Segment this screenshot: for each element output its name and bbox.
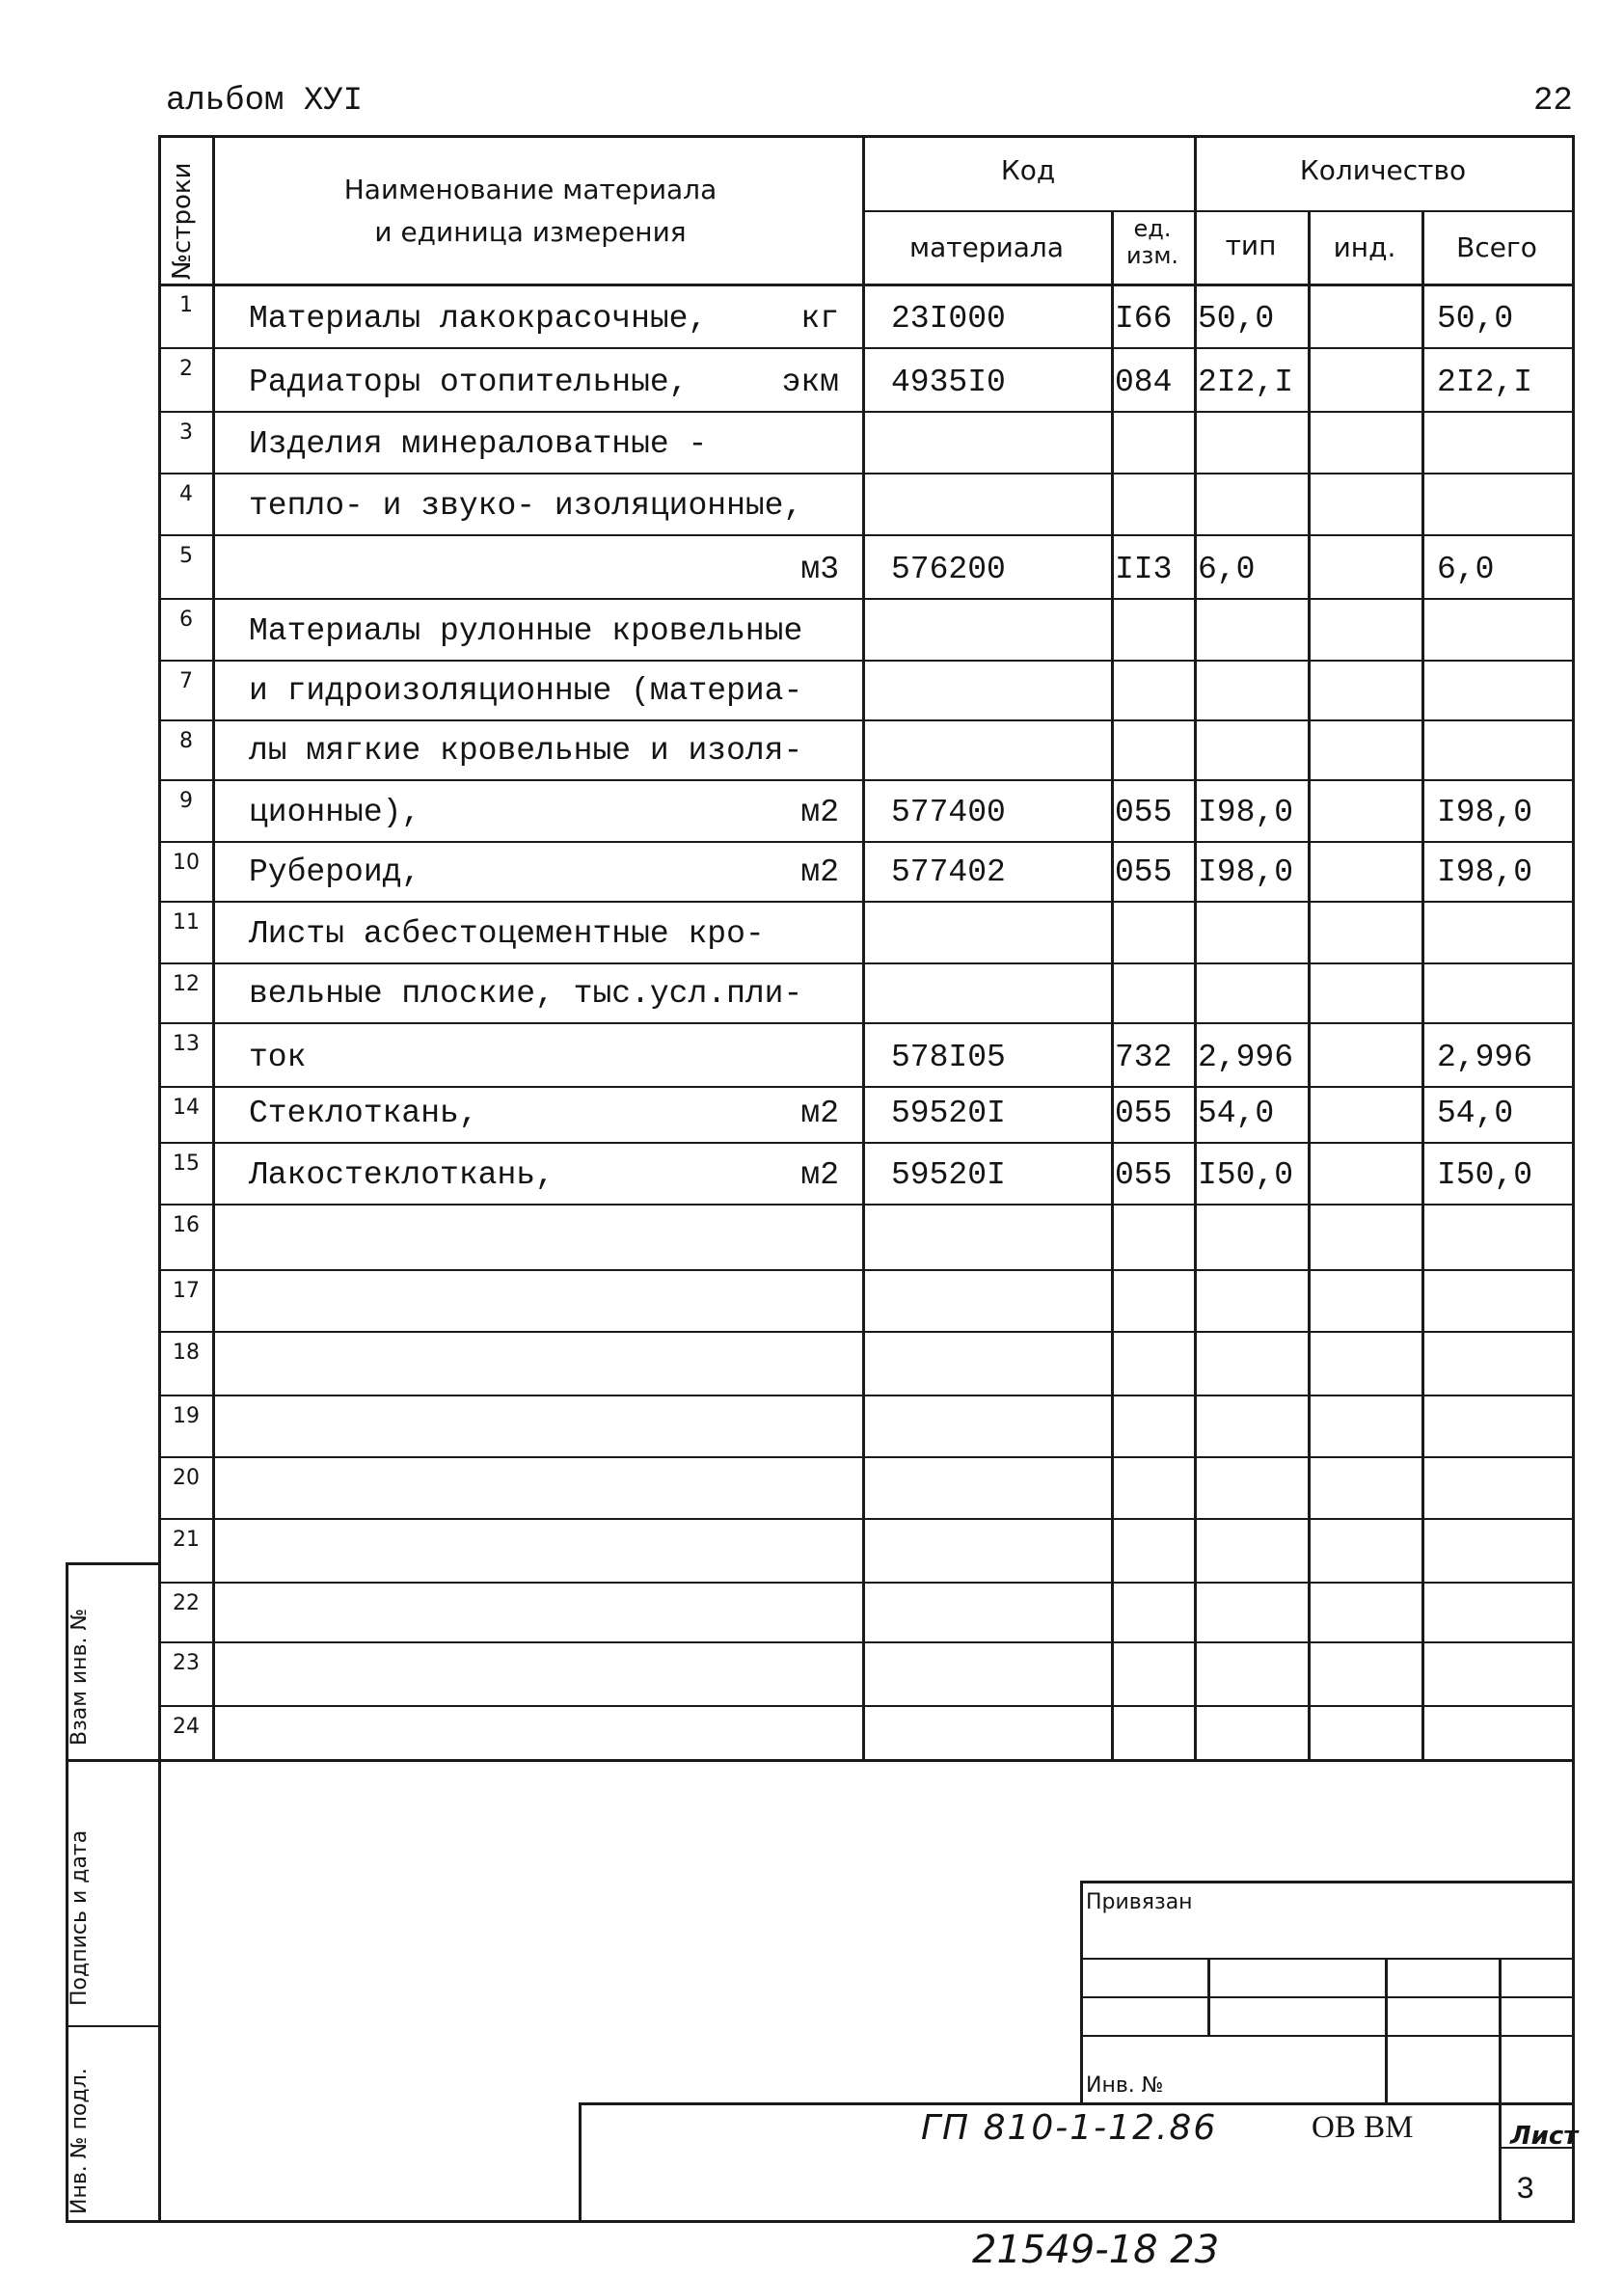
row-number: 16 [173,1213,200,1237]
row-number: 11 [173,910,200,935]
table-line [66,2220,1575,2223]
row-separator [158,1331,1575,1333]
quantity-total: 50,0 [1437,301,1514,337]
material-name: ционные), [249,795,421,830]
row-separator [158,1395,1575,1396]
material-name: Рубероид, [249,854,421,890]
sheet-label: Лист [1510,2122,1579,2151]
material-unit: м3 [800,552,839,587]
material-unit: м2 [800,1157,839,1193]
row-separator [158,962,1575,964]
row-separator [158,1641,1575,1643]
table-line [862,135,865,1759]
sheet-number: 3 [1516,2172,1535,2208]
row-number: 1 [179,293,193,317]
quantity-type: 50,0 [1198,301,1275,337]
quantity-type: 2,996 [1198,1040,1294,1075]
row-number: 18 [173,1341,200,1365]
table-line [1421,210,1424,1759]
header-qty-type: тип [1225,230,1277,261]
unit-code: 084 [1115,365,1173,400]
row-separator [158,660,1575,662]
stamp-line [1207,1958,1210,2035]
unit-code: 055 [1115,795,1173,830]
quantity-total: 2,996 [1437,1040,1533,1075]
material-code: 577402 [891,854,1006,890]
table-line [1111,210,1114,1759]
quantity-total: 6,0 [1437,552,1495,587]
quantity-type: 2I2,I [1198,365,1294,400]
side-label-inv-podl: Инв. № подл. [68,2068,92,2214]
row-number: 2 [179,357,193,381]
row-separator [158,1518,1575,1520]
row-number: 12 [173,972,200,996]
row-separator [158,719,1575,721]
quantity-type: I98,0 [1198,795,1294,830]
album-title: альбом ХУI [166,83,364,120]
row-number: 19 [173,1404,200,1428]
quantity-type: 54,0 [1198,1096,1275,1131]
table-line [862,210,1575,212]
material-code: 4935I0 [891,365,1006,400]
row-separator [158,1456,1575,1458]
material-name: Материалы лакокрасочные, [249,301,708,337]
unit-code: 732 [1115,1040,1173,1075]
page-number: 22 [1533,83,1573,120]
row-number: 10 [173,851,200,875]
header-row-number: №строки [168,162,197,280]
row-separator [158,901,1575,903]
row-number: 4 [179,482,193,506]
unit-code: 055 [1115,854,1173,890]
header-qty-total: Всего [1456,231,1537,263]
stamp-line [1080,1881,1575,1883]
quantity-total: 54,0 [1437,1096,1514,1131]
row-number: 6 [179,608,193,632]
material-code: 577400 [891,795,1006,830]
row-separator [158,534,1575,536]
row-separator [158,1705,1575,1707]
material-code: 59520I [891,1096,1006,1131]
document-code: ГП 810-1-12.86 [921,2108,1218,2148]
table-line [158,135,161,2223]
material-name: Стеклоткань, [249,1096,478,1131]
quantity-total: I98,0 [1437,795,1533,830]
material-name: и гидроизоляционные (материа- [249,673,803,709]
row-number: 14 [173,1096,200,1120]
table-line [158,284,1575,286]
row-number: 3 [179,420,193,445]
row-separator [158,1022,1575,1024]
stamp-line [1080,1881,1083,2102]
row-number: 9 [179,789,193,813]
row-number: 24 [173,1715,200,1739]
table-line [212,135,215,1759]
row-number: 22 [173,1591,200,1615]
header-unit-line2: изм. [1125,242,1179,269]
document-mark: ОВ ВМ [1312,2110,1414,2145]
row-separator [158,1142,1575,1144]
row-separator [158,1269,1575,1271]
side-label-podpis-data: Подпись и дата [68,1829,92,2006]
table-line [1572,135,1575,2223]
side-line [66,1562,160,1565]
quantity-total: I98,0 [1437,854,1533,890]
header-unit-line1: ед. [1133,215,1172,242]
table-line [1308,210,1311,1759]
material-code: 576200 [891,552,1006,587]
unit-code: 055 [1115,1157,1173,1193]
header-code-material: материала [908,231,1064,263]
row-separator [158,1204,1575,1206]
material-name: Изделия минераловатные - [249,426,708,462]
quantity-type: I98,0 [1198,854,1294,890]
stamp-line [579,2102,582,2220]
row-number: 23 [173,1651,200,1675]
material-unit: м2 [800,854,839,890]
row-number: 13 [173,1032,200,1056]
header-qty-ind: инд. [1333,231,1396,263]
row-number: 15 [173,1152,200,1176]
side-line [66,2025,160,2027]
row-separator [158,473,1575,474]
side-label-vzam-inv: Взам инв. № [68,1608,92,1746]
material-unit: м2 [800,1096,839,1131]
table-line [66,1759,1575,1762]
stamp-line [1385,1958,1388,2102]
row-separator [158,1086,1575,1088]
handwritten-number: 21549-18 23 [972,2228,1220,2272]
row-number: 20 [173,1466,200,1490]
row-number: 7 [179,669,193,693]
material-code: 23I000 [891,301,1006,337]
header-quantity: Количество [1299,154,1467,186]
stamp-line [1499,1958,1502,2220]
unit-code: II3 [1115,552,1173,587]
material-code: 59520I [891,1157,1006,1193]
material-name: ток [249,1040,307,1075]
quantity-type: 6,0 [1198,552,1256,587]
material-code: 578I05 [891,1040,1006,1075]
header-name-line2: и единица измерения [374,216,687,248]
stamp-line [579,2102,1575,2105]
material-name: Листы асбестоцементные кро- [249,916,765,952]
row-separator [158,841,1575,843]
stamp-privyazan: Привязан [1086,1890,1193,1914]
header-code: Код [1000,154,1056,186]
material-name: вельные плоские, тыс.усл.пли- [249,976,803,1012]
unit-code: I66 [1115,301,1173,337]
quantity-total: I50,0 [1437,1157,1533,1193]
material-name: тепло- и звуко- изоляционные, [249,488,803,524]
row-separator [158,598,1575,600]
material-unit: кг [800,301,839,337]
row-separator [158,779,1575,781]
row-separator [158,347,1575,349]
header-name-line1: Наименование материала [343,174,717,205]
row-number: 17 [173,1279,200,1303]
table-line [158,135,1575,138]
table-line [1194,135,1197,1759]
material-name: лы мягкие кровельные и изоля- [249,733,803,769]
material-unit: экм [781,365,839,400]
material-unit: м2 [800,795,839,830]
stamp-inv-no: Инв. № [1086,2073,1164,2098]
row-number: 21 [173,1528,200,1552]
quantity-total: 2I2,I [1437,365,1533,400]
row-number: 5 [179,544,193,568]
material-name: Лакостеклоткань, [249,1157,555,1193]
row-separator [158,1582,1575,1584]
material-name: Радиаторы отопительные, [249,365,689,400]
row-separator [158,411,1575,413]
quantity-type: I50,0 [1198,1157,1294,1193]
row-number: 8 [179,729,193,753]
material-name: Материалы рулонные кровельные [249,613,803,649]
unit-code: 055 [1115,1096,1173,1131]
